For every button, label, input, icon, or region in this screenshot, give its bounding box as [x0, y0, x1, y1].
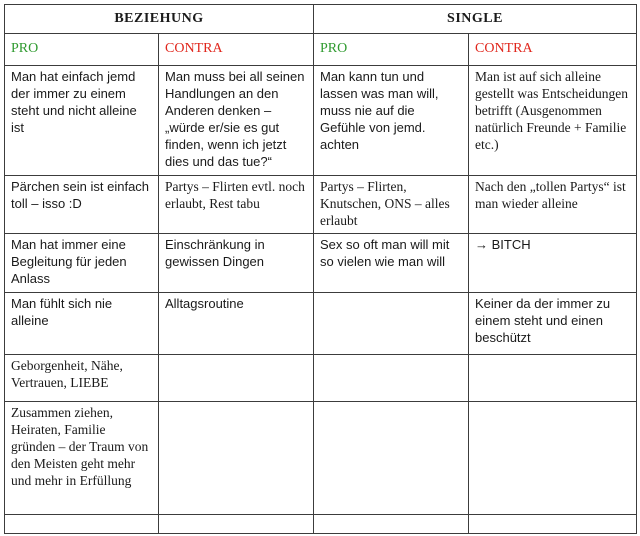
cell-beziehung-contra: Einschränkung in gewissen Dingen: [159, 233, 314, 293]
cell-single-pro: Sex so oft man will mit so vielen wie man will: [314, 233, 469, 293]
cell-beziehung-pro: Geborgenheit, Nähe, Vertrauen, LIEBE: [5, 354, 159, 402]
cell-empty: [159, 514, 314, 533]
cell-beziehung-pro: Zusammen ziehen, Heiraten, Familie gründen – der Traum von den Meisten geht mehr und mehr in Erfüllung: [5, 402, 159, 514]
pro-contra-table: [4, 4, 637, 534]
cell-single-contra: [469, 354, 637, 402]
cell-single-pro: Man kann tun und lassen was man will, muss nie auf die Gefühle von jemd. achten: [314, 65, 469, 175]
cell-beziehung-contra: [159, 354, 314, 402]
cell-single-contra: Nach den „tollen Partys“ ist man wieder alleine: [469, 175, 637, 233]
cell-beziehung-contra: Partys – Flirten evtl. noch erlaubt, Rest tabu: [159, 175, 314, 233]
cell-beziehung-contra: Man muss bei all seinen Handlungen an den Anderen denken – „würde er/sie es gut finden, wenn ich jetzt dies und das tue?“: [159, 65, 314, 175]
label-single-pro: PRO: [314, 34, 469, 65]
cell-beziehung-pro: Man fühlt sich nie alleine: [5, 293, 159, 355]
table-row: [5, 293, 637, 355]
cell-single-pro: [314, 293, 469, 355]
label-single-contra: CONTRA: [469, 34, 637, 65]
label-beziehung-contra: CONTRA: [159, 34, 314, 65]
cell-beziehung-pro: Pärchen sein ist einfach toll – isso :D: [5, 175, 159, 233]
cell-single-contra: Keiner da der immer zu einem steht und einen beschützt: [469, 293, 637, 355]
cell-single-contra: Man ist auf sich alleine gestellt was Entscheidungen betrifft (Ausgenommen natürlich Freunde + Familie etc.): [469, 65, 637, 175]
header-beziehung: BEZIEHUNG: [5, 5, 314, 34]
cell-beziehung-contra: [159, 402, 314, 514]
cell-single-contra: [469, 402, 637, 514]
table-row: [5, 65, 637, 175]
cell-beziehung-contra: Alltagsroutine: [159, 293, 314, 355]
cell-empty: [314, 514, 469, 533]
table-row-empty: [5, 514, 637, 533]
table-row: [5, 402, 637, 514]
cell-single-pro: [314, 354, 469, 402]
table-row: [5, 354, 637, 402]
label-row: [5, 34, 637, 65]
cell-beziehung-pro: Man hat immer eine Begleitung für jeden Anlass: [5, 233, 159, 293]
cell-empty: [469, 514, 637, 533]
cell-single-pro: [314, 402, 469, 514]
cell-empty: [5, 514, 159, 533]
table-row: [5, 233, 637, 293]
header-single: SINGLE: [314, 5, 637, 34]
cell-beziehung-pro: Man hat einfach jemd der immer zu einem steht und nicht alleine ist: [5, 65, 159, 175]
group-header-row: [5, 5, 637, 34]
cell-single-pro: Partys – Flirten, Knutschen, ONS – alles erlaubt: [314, 175, 469, 233]
label-beziehung-pro: PRO: [5, 34, 159, 65]
table-row: [5, 175, 637, 233]
cell-single-contra: → BITCH: [469, 233, 637, 293]
